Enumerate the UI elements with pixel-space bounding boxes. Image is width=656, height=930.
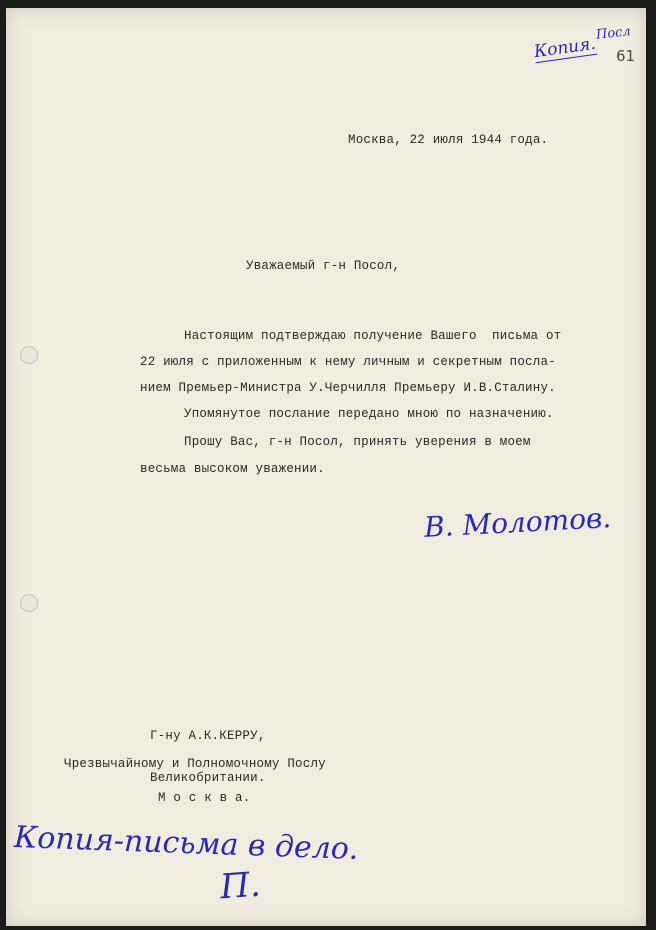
addressee-city: М о с к в а. xyxy=(158,791,251,805)
punch-hole-top xyxy=(20,346,38,364)
salutation: Уважаемый г-н Посол, xyxy=(246,259,401,273)
page-number: 61 xyxy=(616,47,636,65)
body-line-6: весьма высоком уважении. xyxy=(140,462,325,476)
letter-date: Москва, 22 июля 1944 года. xyxy=(348,133,549,147)
body-line-2: 22 июля с приложенным к нему личным и секретным посла- xyxy=(140,355,556,369)
pos-mark: Посл xyxy=(595,24,632,43)
addressee-name: Г-ну А.К.КЕРРУ, xyxy=(150,729,266,743)
signature: В. Молотов. xyxy=(423,501,612,544)
addressee-title-2: Великобритании. xyxy=(150,771,266,785)
addressee-title-1: Чрезвычайному и Полномочному Послу xyxy=(64,757,326,771)
body-line-5: Прошу Вас, г-н Посол, принять уверения в моем xyxy=(184,435,531,449)
document-page xyxy=(6,8,646,926)
copy-stamp: Копия. xyxy=(532,33,597,63)
body-line-4: Упомянутое послание передано мною по назначению. xyxy=(184,407,554,421)
body-line-3: нием Премьер-Министра У.Черчилля Премьеру И.В.Сталину. xyxy=(140,381,556,395)
filing-initial: П. xyxy=(218,864,262,908)
punch-hole-bottom xyxy=(20,594,38,612)
filing-note: Копия-письма в дело. xyxy=(13,819,359,868)
body-line-1: Настоящим подтверждаю получение Вашего письма от xyxy=(184,329,562,343)
